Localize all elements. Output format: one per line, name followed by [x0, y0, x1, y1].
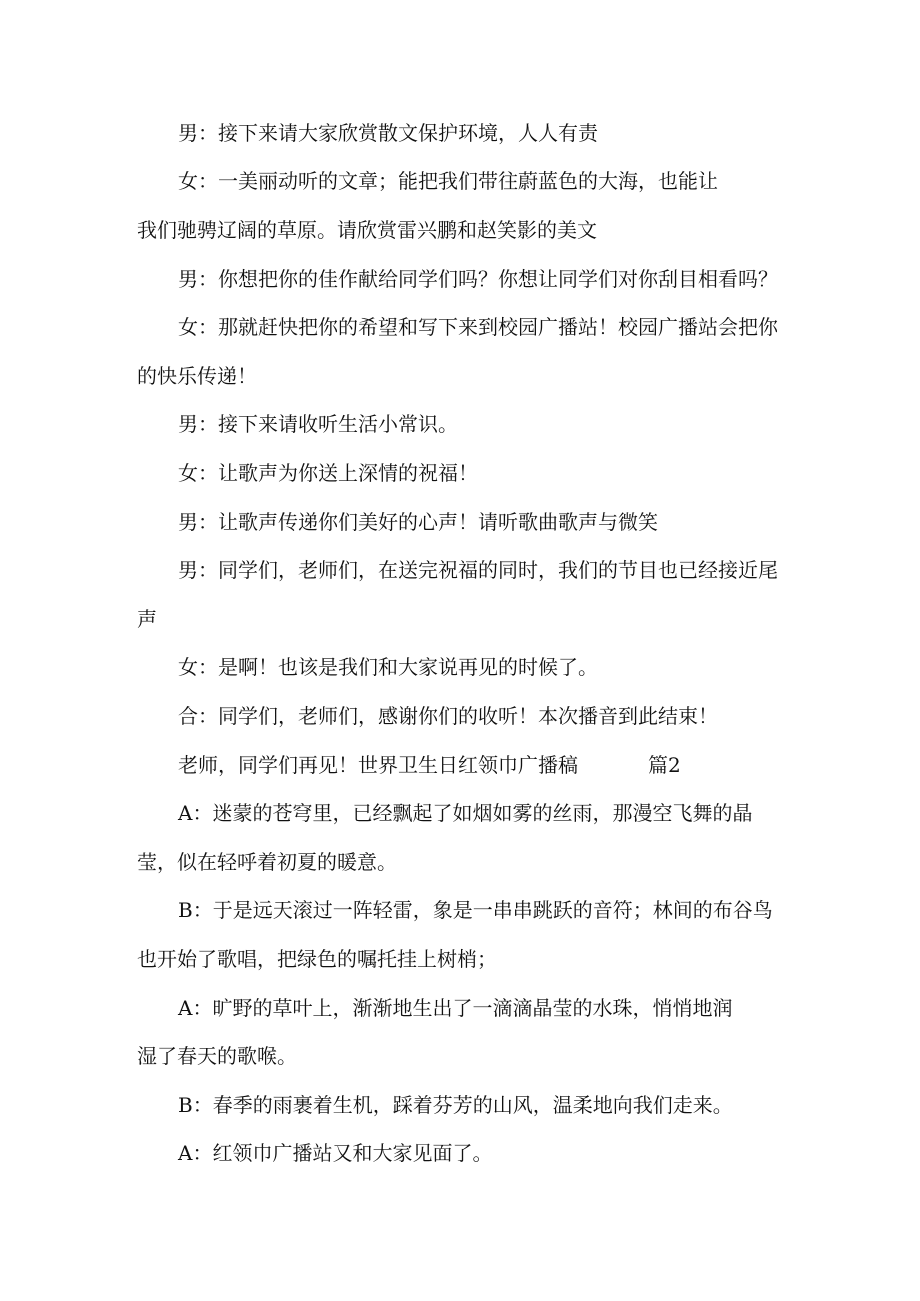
paragraph	[137, 692, 920, 741]
paragraph	[137, 400, 920, 449]
paragraph	[137, 643, 920, 692]
paragraph	[137, 1081, 920, 1130]
text-line: 男：你想把你的佳作献给同学们吗？你想让同学们对你刮目相看吗？	[178, 266, 778, 291]
text-line: 老师，同学们再见！世界卫生日红领巾广播稿	[178, 752, 578, 777]
paragraph	[137, 1129, 920, 1178]
text-line: 莹，似在轻呼着初夏的暖意。	[137, 849, 397, 874]
text-line: A：迷蒙的苍穹里，已经飘起了如烟如雾的丝雨，那漫空飞舞的晶	[178, 801, 753, 826]
text-line: 女：那就赶快把你的希望和写下来到校园广播站！校园广播站会把你	[178, 315, 778, 340]
text-line: 我们驰骋辽阔的草原。请欣赏雷兴鹏和赵笑影的美文	[137, 217, 597, 242]
paragraph	[137, 498, 920, 547]
paragraph	[137, 109, 920, 158]
text-line: 女：让歌声为你送上深情的祝福！	[178, 460, 478, 485]
paragraph	[137, 255, 920, 304]
text-line: B：于是远天滚过一阵轻雷，象是一串串跳跃的音符；林间的布谷鸟	[178, 898, 773, 923]
text-line: A：旷野的草叶上，渐渐地生出了一滴滴晶莹的水珠，悄悄地润	[178, 995, 733, 1020]
paragraph	[137, 789, 920, 886]
text-line: B：春季的雨裹着生机，踩着芬芳的山风，温柔地向我们走来。	[178, 1092, 733, 1117]
text-line: 湿了春天的歌喉。	[137, 1044, 297, 1069]
text-line-with-section-label	[137, 741, 920, 790]
text-line: 合：同学们，老师们，感谢你们的收听！本次播音到此结束！	[178, 704, 718, 728]
text-line: 也开始了歌唱，把绿色的嘱托挂上树梢；	[137, 947, 497, 972]
text-line: 男：接下来请收听生活小常识。	[178, 412, 458, 437]
text-line: 男：接下来请大家欣赏散文保护环境，人人有责	[178, 120, 598, 145]
text-line: 声	[137, 606, 157, 631]
text-line: 的快乐传递！	[137, 363, 257, 388]
paragraph	[137, 886, 920, 983]
text-line: 女：一美丽动听的文章；能把我们带往蔚蓝色的大海，也能让	[178, 169, 718, 194]
paragraph	[137, 303, 920, 400]
paragraph	[137, 546, 920, 643]
section-label: 篇2	[648, 752, 681, 777]
paragraph	[137, 449, 920, 498]
text-line: 男：让歌声传递你们美好的心声！请听歌曲歌声与微笑	[178, 509, 658, 534]
paragraph	[137, 984, 920, 1081]
paragraph	[137, 157, 920, 254]
text-line: 男：同学们，老师们，在送完祝福的同时，我们的节目也已经接近尾	[178, 558, 778, 583]
text-line: 女：是啊！也该是我们和大家说再见的时候了。	[178, 655, 598, 680]
paragraph	[137, 741, 920, 790]
text-line: A：红领巾广播站又和大家见面了。	[178, 1141, 493, 1166]
